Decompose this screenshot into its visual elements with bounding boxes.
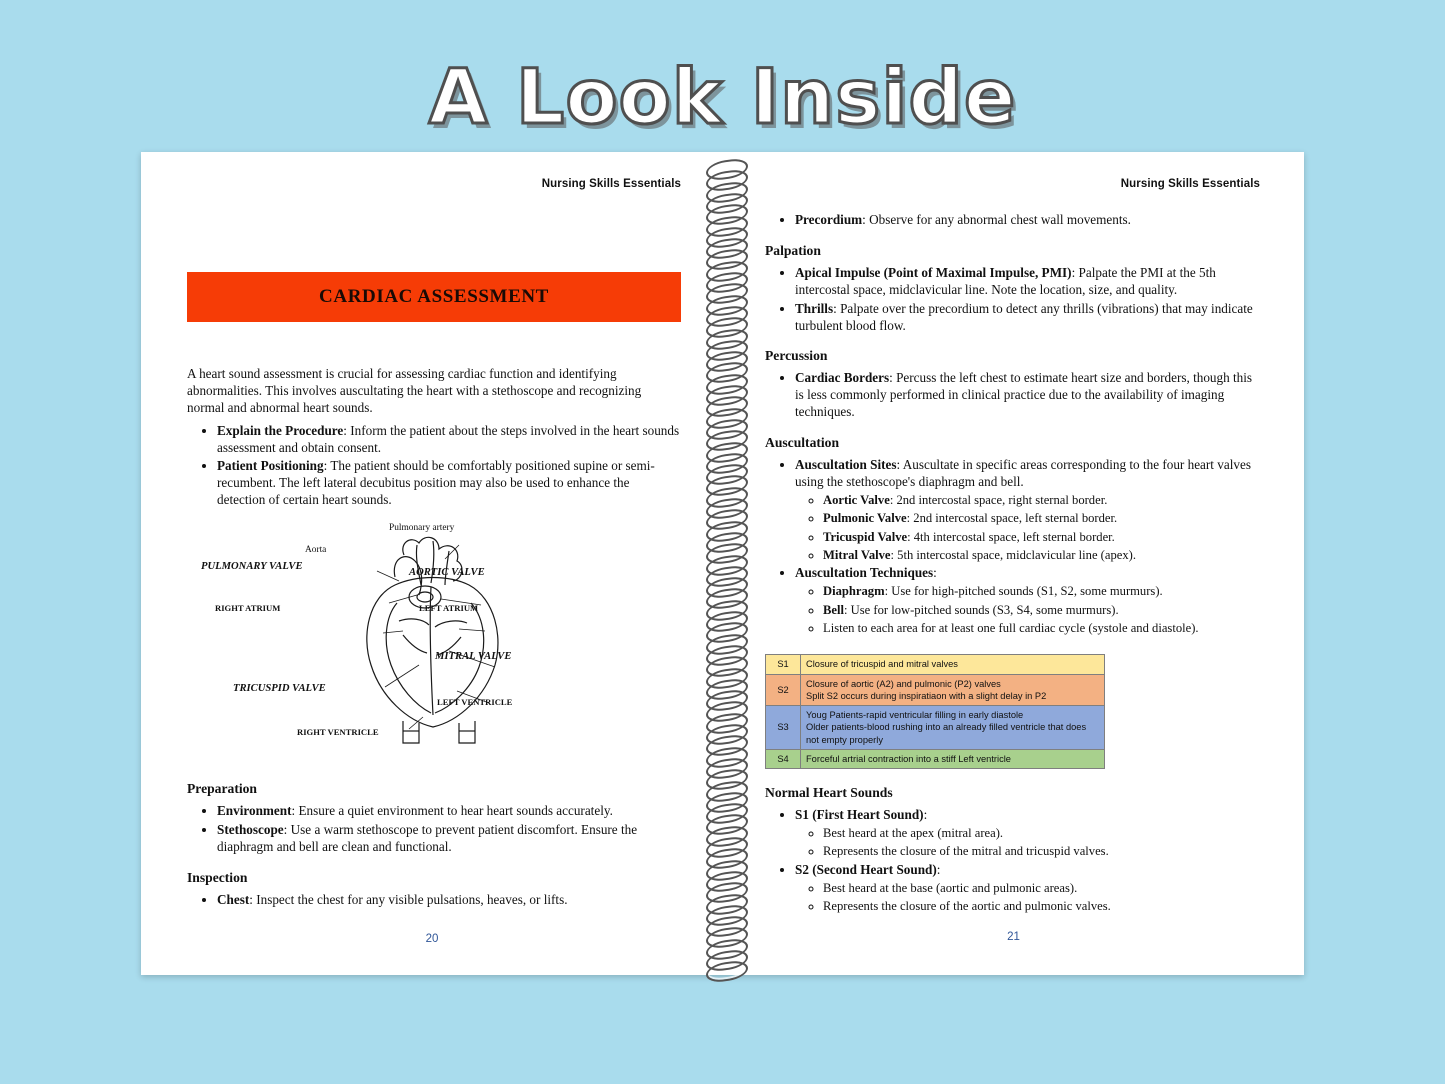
table-cell-line: Older patients-blood rushing into an already filled ventricle that does not empty properly [806,722,1087,745]
table-cell-line: Forceful artrial contraction into a stiff Left ventricle [806,753,1011,764]
table-cell-line: Youg Patients-rapid ventricular filling in early diastole [806,710,1024,721]
s2-sublist [795,880,1260,915]
list-item [823,620,1260,636]
inspection-bullet-list [187,892,681,909]
label-tricuspid-valve: TRICUSPID VALVE [233,683,326,695]
heading-percussion: Percussion [765,348,828,364]
table-row [766,749,1105,768]
bullet-term: Diaphragm [823,584,885,599]
bullet-text: : Use for high-pitched sounds (S1, S2, some murmurs). [884,584,1163,599]
table-cell-code: S4 [766,749,801,768]
precordium-bullet-list [765,212,1260,229]
auscultation-bullet-list [765,457,1260,636]
list-item [217,458,681,509]
list-item [823,529,1260,545]
page-title: A Look Inside [428,52,1017,141]
bullet-text: : [936,861,941,877]
bullet-text: : 5th intercostal space, midclavicular line (apex). [890,547,1136,562]
bullet-term: Bell [823,602,844,617]
label-aortic-valve: AORTIC VALVE [409,567,485,579]
bullet-text: : 2nd intercostal space, right sternal border. [889,492,1108,507]
palpation-bullet-list [765,265,1260,335]
table-cell-desc [801,674,1105,706]
table-cell-line: Split S2 occurs during inspiratiaon with a slight delay in P2 [806,690,1047,701]
bullet-text: : Use a warm stethoscope to prevent patient discomfort. Ensure the diaphragm and bell are clean and functional. [217,822,638,854]
bullet-term: S2 (Second Heart Sound) [795,861,937,877]
table-row [766,655,1105,674]
bullet-term: Tricuspid Valve [823,529,908,544]
heading-palpation: Palpation [765,242,821,258]
bullet-text: : Inform the patient about the steps involved in the heart sounds assessment and obtain consent. [217,422,680,455]
label-right-ventricle: RIGHT VENTRICLE [297,727,379,738]
list-item [795,265,1260,299]
list-item [823,602,1260,618]
bullet-text: : Auscultate in specific areas corresponding to the four heart valves using the stethoscope's diaphragm and bell. [795,457,1251,490]
bullet-term: Explain the Procedure [217,422,344,438]
list-item [217,822,681,856]
list-item: ◦ Represents the closure of the aortic and pulmonic valves. [823,898,1260,914]
label-pulmonary-valve: PULMONARY VALVE [201,561,303,573]
bullet-text: : 2nd intercostal space, left sternal border. [906,511,1118,526]
list-item [795,457,1260,563]
label-left-ventricle: LEFT VENTRICLE [437,697,513,708]
table-cell-line: Closure of aortic (A2) and pulmonic (P2) valves [806,678,1001,689]
bullet-text: Listen to each area for at least one full cardiac cycle (systole and diastole). [823,620,1199,635]
list-item [795,370,1260,421]
auscultation-techniques-sublist [795,583,1260,636]
bullet-term: Pulmonic Valve [823,511,907,526]
list-item [823,492,1260,508]
table-cell-desc [801,749,1105,768]
table-row [766,674,1105,706]
bullet-term: Mitral Valve [823,547,891,562]
intro-paragraph: A heart sound assessment is crucial for assessing cardiac function and identifying abnormalities. This involves auscultating the heart with a stethoscope and recognizing normal and abnormal heart sounds. [187,366,642,415]
percussion-bullet-list [765,370,1260,421]
book-spread [141,152,1304,975]
list-item [823,547,1260,563]
list-item [823,583,1260,599]
list-item [795,301,1260,335]
bullet-text: : [923,807,928,823]
list-item [217,892,681,909]
heading-auscultation: Auscultation [765,435,840,451]
heading-inspection: Inspection [187,869,248,885]
bullet-term: Auscultation Sites [795,457,897,473]
list-item [217,423,681,457]
bullet-term: Auscultation Techniques [795,565,934,581]
bullet-text: : Palpate the PMI at the 5th intercostal space, midclavicular line. Note the location, size, and quality. [795,264,1216,297]
label-pulmonary-artery: Pulmonary artery [389,523,455,534]
bullet-text: : Palpate over the precordium to detect any thrills (vibrations) that may indicate turbulent blood flow. [795,300,1253,333]
list-item: ◦ Best heard at the apex (mitral area). [823,825,1260,841]
list-item [795,212,1260,229]
heart-anatomy-figure [187,525,681,767]
heading-preparation: Preparation [187,781,257,797]
right-page-number: 21 [1007,931,1020,943]
bullet-term: Stethoscope [217,822,284,838]
bullet-term: Thrills [795,300,834,316]
bullet-term: Environment [217,803,292,819]
heading-normal-heart-sounds: Normal Heart Sounds [765,785,893,801]
table-cell-code: S3 [766,706,801,750]
list-item [795,565,1260,636]
label-mitral-valve: MITRAL VALVE [435,651,512,663]
table-row [766,706,1105,750]
preparation-bullet-list [187,803,681,856]
bullet-term: Chest [217,891,250,907]
bullet-text: : Ensure a quiet environment to hear heart sounds accurately. [291,803,613,819]
bullet-text: : Observe for any abnormal chest wall movements. [862,212,1131,227]
bullet-text: : [933,565,937,581]
normal-heart-sounds-list [765,807,1260,914]
table-cell-desc [801,655,1105,674]
list-item [795,807,1260,860]
list-item: ◦ Best heard at the base (aortic and pulmonic areas). [823,880,1260,896]
table-cell-code: S2 [766,674,801,706]
bullet-text: : The patient should be comfortably positioned supine or semi-recumbent. The left lateral decubitus position may also be used to enhance the detection of certain heart sounds. [217,458,655,508]
procedure-bullet-list [187,423,681,509]
label-left-atrium: LEFT ATRIUM [419,603,479,614]
left-page [141,152,723,975]
left-page-header: Nursing Skills Essentials [541,178,681,190]
bullet-term: Cardiac Borders [795,370,890,386]
section-title-banner: CARDIAC ASSESSMENT [187,272,681,322]
list-item [217,803,681,820]
table-cell-line: Closure of tricuspid and mitral valves [806,659,958,670]
bullet-term: Aortic Valve [823,492,890,507]
bullet-term: Apical Impulse (Point of Maximal Impulse, PMI) [795,264,1072,280]
right-page-header: Nursing Skills Essentials [1120,178,1260,190]
bullet-term: S1 (First Heart Sound) [795,807,924,823]
bullet-term: Patient Positioning [217,458,324,474]
label-aorta: Aorta [305,545,327,556]
bullet-text: : Use for low-pitched sounds (S3, S4, some murmurs). [844,602,1119,617]
bullet-term: Precordium [795,212,863,227]
label-right-atrium: RIGHT ATRIUM [215,603,281,614]
table-cell-code: S1 [766,655,801,674]
list-item [823,510,1260,526]
bullet-text: : Inspect the chest for any visible pulsations, heaves, or lifts. [249,891,568,907]
bullet-text: : Percuss the left chest to estimate heart size and borders, though this is less commonly performed in clinical practice due to the availability of imaging techniques. [795,370,1253,420]
table-cell-desc [801,706,1105,750]
heart-illustration [299,525,569,755]
s1-sublist [795,825,1260,860]
right-page [723,152,1304,975]
bullet-text: : 4th intercostal space, left sternal border. [907,529,1115,544]
list-item [795,862,1260,915]
list-item: ◦ Represents the closure of the mitral and tricuspid valves. [823,843,1260,859]
left-page-number: 20 [425,933,439,945]
heart-sounds-table [765,654,1105,769]
auscultation-sites-sublist [795,492,1260,563]
